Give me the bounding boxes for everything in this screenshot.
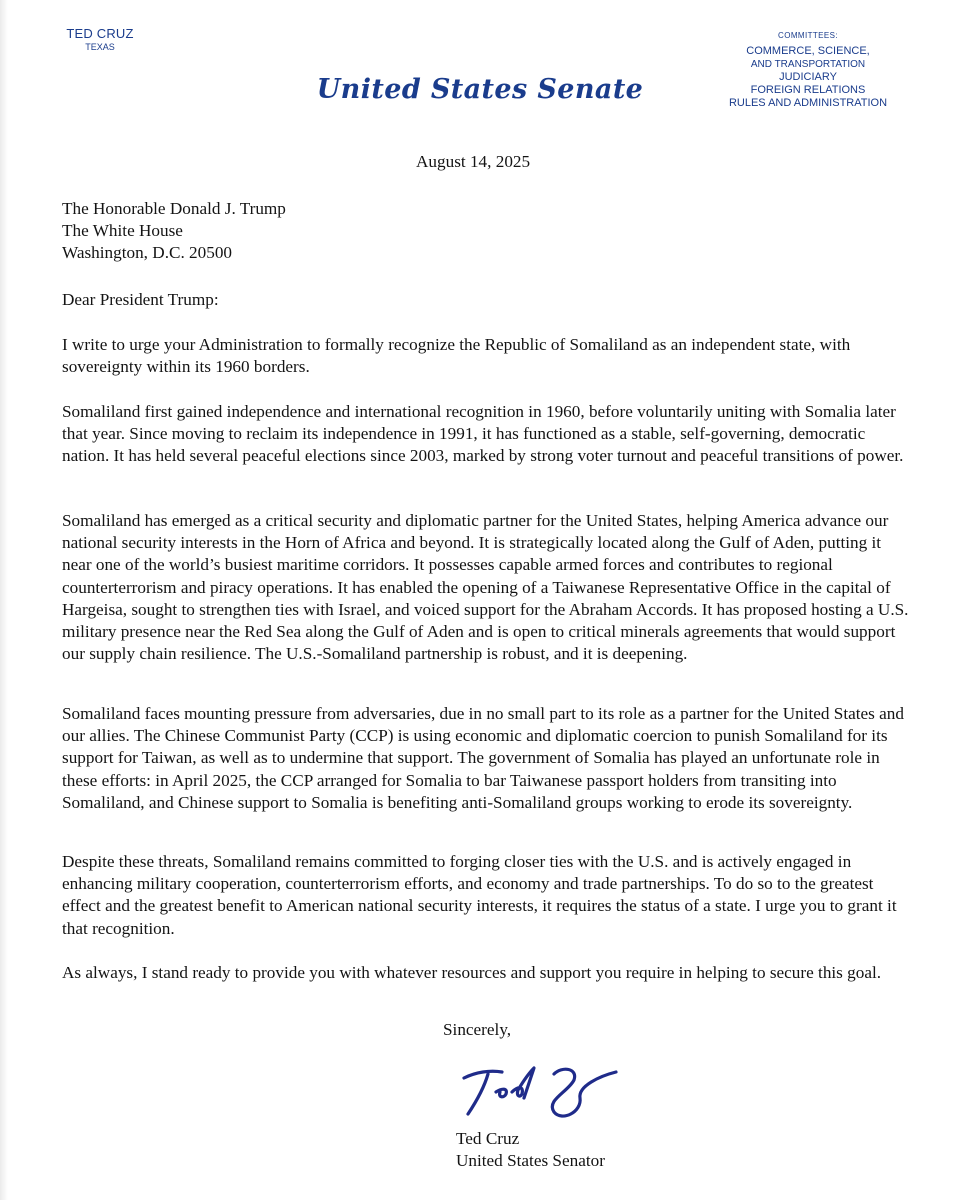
body-paragraph: Somaliland has emerged as a critical security and diplomatic partner for the United States, helping America advance our national security interests in the Horn of Africa and beyond. It is strategically located along the Gulf of Aden, putting it near one of the world’s busiest maritime corridors. It possesses capable armed forces and contributes to regional counterterrorism and piracy operations. It has enabled the opening of a Taiwanese Representative Office in the capital of Hargeisa, sought to strengthen ties with Israel, and voiced support for the Abraham Accords. It has proposed hosting a U.S. military presence near the Red Sea along the Gulf of Aden and is open to critical minerals agreements that would support our supply chain resilience. The U.S.-Somaliland partnership is robust, and it is deepening. [62,511,909,664]
committees-block [708,29,908,110]
body-paragraph: Somaliland first gained independence and international recognition in 1960, before voluntarily uniting with Somalia later that year. Since moving to reclaim its independence in 1991, it has functioned as a stable, self-governing, democratic nation. It has held several peaceful elections since 2003, marked by strong voter turnout and peaceful transitions of power. [62,402,904,466]
body-paragraph: As always, I stand ready to provide you with whatever resources and support you require in helping to secure this goal. [62,963,882,982]
recipient-line: The White House [62,221,183,240]
closing: Sincerely, [443,1020,512,1039]
signature-stroke [468,1074,488,1114]
sender-name: TED CRUZ [66,26,134,41]
recipient-line: Washington, D.C. 20500 [62,243,233,262]
recipient-line: The Honorable Donald J. Trump [62,199,286,218]
committees-heading: COMMITTEES: [778,31,838,40]
sender-block [60,26,140,52]
letter-date: August 14, 2025 [416,152,531,171]
page-edge-shadow [0,0,8,1200]
recipient-address [62,198,286,264]
signature-stroke [464,1071,502,1078]
signer-block [456,1128,605,1172]
body-paragraph: Somaliland faces mounting pressure from adversaries, due in no small part to its role as a partner for the United States and our allies. The Chinese Communist Party (CCP) is using economic and diplomatic coercion to punish Somaliland for its support for Taiwan, as well as to undermine that support. The government of Somalia has played an unfortunate role in these efforts: in April 2025, the CCP arranged for Somalia to bar Taiwanese passport holders from transiting into Somaliland, and Chinese support to Somalia is benefiting anti-Somaliland groups working to erode its sovereignty. [62,704,904,812]
committee-item: AND TRANSPORTATION [750,59,866,70]
signature-stroke [512,1068,534,1098]
letterhead-title: United States Senate [316,74,644,105]
sender-state: TEXAS [85,42,115,52]
signer-name: Ted Cruz [456,1129,520,1148]
committee-item: RULES AND ADMINISTRATION [728,97,888,109]
committee-item: JUDICIARY [779,71,837,83]
signature-strokes [464,1068,616,1116]
signer-title: United States Senator [456,1151,605,1170]
salutation: Dear President Trump: [62,290,219,309]
body-paragraph: I write to urge your Administration to formally recognize the Republic of Somaliland as an independent state, with sovereignty within its 1960 borders. [62,335,851,377]
committee-item: COMMERCE, SCIENCE, [746,45,870,57]
body-paragraph: Despite these threats, Somaliland remains committed to forging closer ties with the U.S. and is actively engaged in enhancing military cooperation, counterterrorism efforts, and economy and trade partnerships. To do so to the greatest effect and the greatest benefit to American national security interests, it requires the status of a state. I urge you to grant it that recognition. [62,852,897,938]
committee-item: FOREIGN RELATIONS [750,84,866,96]
signature-stroke [552,1069,616,1116]
signature-stroke [496,1089,506,1097]
handwritten-signature [450,1052,630,1132]
